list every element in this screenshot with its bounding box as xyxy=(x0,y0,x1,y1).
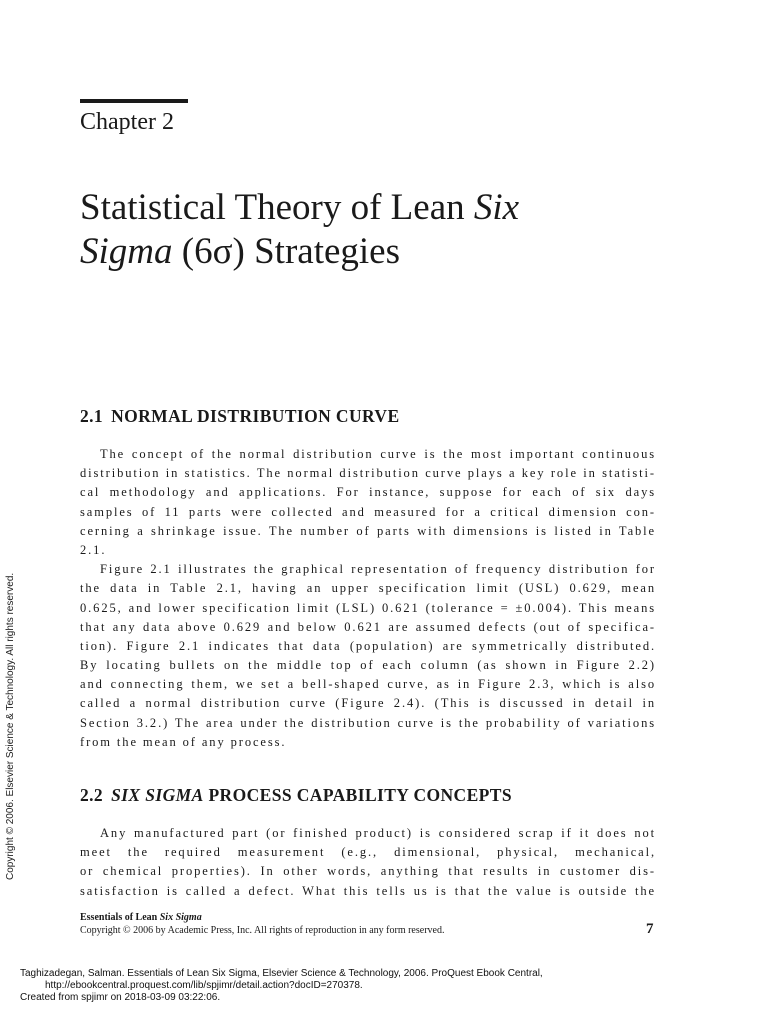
body-line: distribution in statistics. The normal distribution curve plays a key role in statisti- xyxy=(80,466,656,481)
body-line: cerning a shrinkage issue. The number of parts with dimensions is listed in Table xyxy=(80,523,656,538)
body-line: called a normal distribution curve (Figure 2.4). (This is discussed in detail in xyxy=(80,696,656,711)
side-copyright-notice: Copyright © 2006. Elsevier Science & Technology. All rights reserved. xyxy=(5,572,16,880)
chapter-rule xyxy=(80,99,188,103)
page-number: 7 xyxy=(646,921,654,937)
citation-line: Created from spjimr on 2018-03-09 03:22:06. xyxy=(20,992,221,1003)
section-number: 2.1 xyxy=(80,406,104,426)
section-heading xyxy=(80,783,512,807)
body-line: satisfaction is called a defect. What this tells us is that the value is outside the xyxy=(80,883,656,898)
citation-block xyxy=(20,968,543,1004)
body-line: The concept of the normal distribution curve is the most important continuous xyxy=(100,447,656,461)
body-line: or chemical properties). In other words, anything that results in customer dis- xyxy=(80,864,656,879)
section-body xyxy=(80,445,656,752)
body-line: 2.1. xyxy=(80,542,107,557)
body-line: from the mean of any process. xyxy=(80,734,287,749)
chapter-title-text: (6σ) Strategies xyxy=(172,231,400,272)
section-heading xyxy=(80,404,400,428)
section-body xyxy=(80,824,656,901)
citation-line: Taghizadegan, Salman. Essentials of Lean Six Sigma, Elsevier Science & Technology, 2006. ProQuest Ebook Central, xyxy=(20,968,543,979)
section-title: PROCESS CAPABILITY CONCEPTS xyxy=(203,785,512,805)
footer-book-title xyxy=(80,911,202,924)
footer-book-title-italic: Six Sigma xyxy=(159,912,202,923)
body-line: By locating bullets on the middle top of each column (as shown in Figure 2.2) xyxy=(80,658,656,673)
section-title: NORMAL DISTRIBUTION CURVE xyxy=(111,406,400,426)
body-line: that any data above 0.629 and below 0.621 are assumed defects (out of specifica- xyxy=(80,619,656,634)
chapter-title xyxy=(80,186,680,274)
body-line: and connecting them, we set a bell-shaped curve, as in Figure 2.3, which is also xyxy=(80,677,656,692)
chapter-title-italic: Sigma xyxy=(80,231,173,272)
body-line: tion). Figure 2.1 indicates that data (population) are symmetrically distributed. xyxy=(80,638,656,653)
body-line: meet the required measurement (e.g., dimensional, physical, mechanical, xyxy=(80,845,656,860)
footer-book-title-text: Essentials of Lean xyxy=(80,912,160,923)
body-line: Figure 2.1 illustrates the graphical representation of frequency distribution for xyxy=(100,562,656,577)
body-line: 0.625, and lower specification limit (LSL) 0.621 (tolerance = ±0.004). This means xyxy=(80,600,656,615)
chapter-title-line-1 xyxy=(80,186,680,230)
body-line: samples of 11 parts were collected and measured for a critical dimension con- xyxy=(80,504,656,519)
body-line: cal methodology and applications. For instance, suppose for each of six days xyxy=(80,485,656,500)
section-number: 2.2 xyxy=(80,785,104,805)
chapter-label: Chapter 2 xyxy=(80,109,174,135)
footer-copyright: Copyright © 2006 by Academic Press, Inc. All rights of reproduction in any form reserved. xyxy=(80,925,445,936)
citation-link[interactable]: http://ebookcentral.proquest.com/lib/spjimr/detail.action?docID=270378. xyxy=(45,980,363,991)
body-line: the data in Table 2.1, having an upper specification limit (USL) 0.629, mean xyxy=(80,581,656,596)
body-line: Any manufactured part (or finished product) is considered scrap if it does not xyxy=(100,826,656,840)
chapter-title-line-2 xyxy=(80,230,680,274)
section-title-italic: SIX SIGMA xyxy=(111,785,204,805)
body-line: Section 3.2.) The area under the distribution curve is the probability of variations xyxy=(80,715,656,730)
chapter-title-text: Statistical Theory of Lean xyxy=(80,187,474,228)
chapter-title-italic: Six xyxy=(473,187,520,228)
